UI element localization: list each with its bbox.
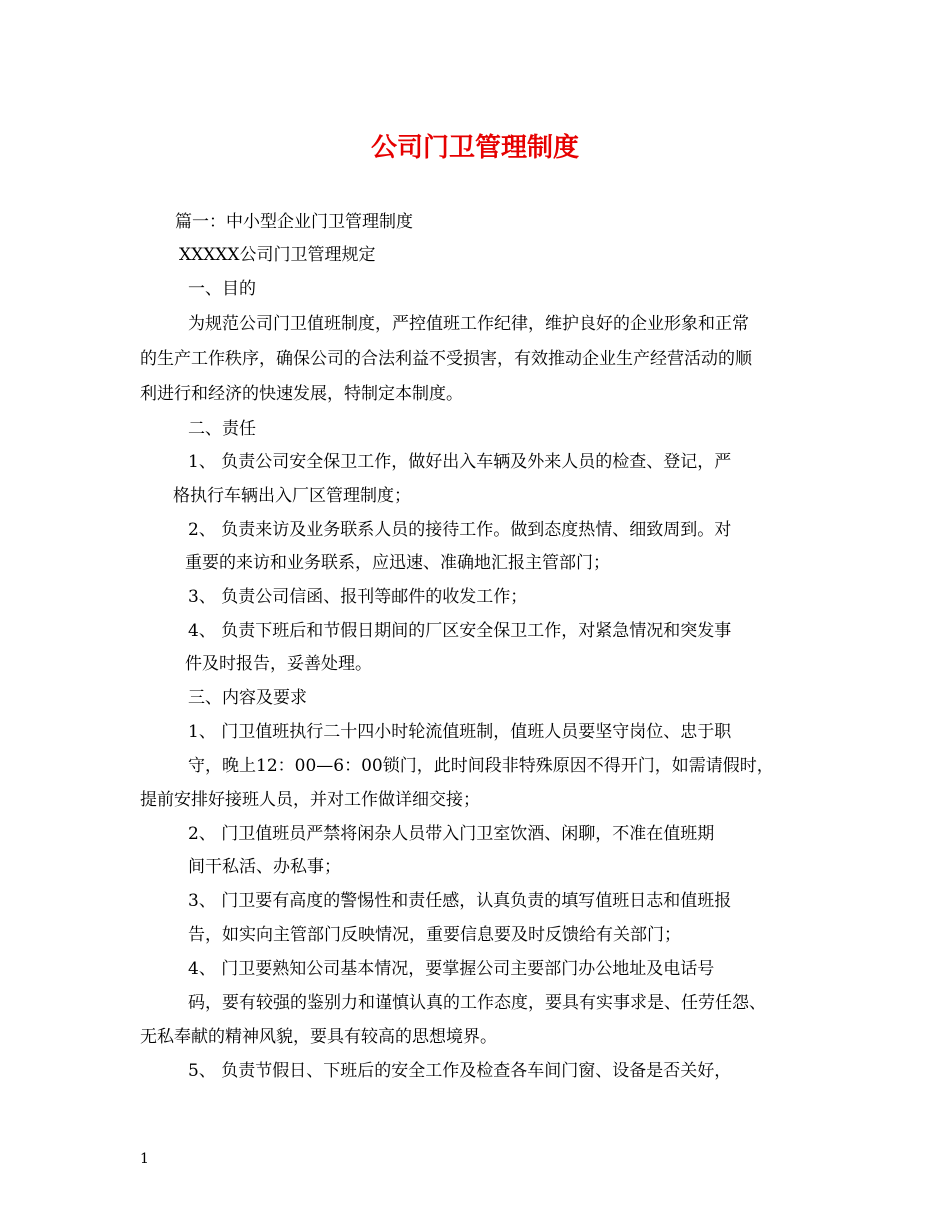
- section-heading-responsibility: 二、责任: [188, 419, 256, 439]
- list-item-continuation: 无私奉献的精神风貌，要具有较高的思想境界。: [140, 1027, 497, 1047]
- list-item: 4、 负责下班后和节假日期间的厂区安全保卫工作，对紧急情况和突发事: [188, 621, 732, 641]
- list-item-continuation: 守，晚上12：00—6：00锁门，此时间段非特殊原因不得开门，如需请假时，: [188, 756, 774, 776]
- list-item: 4、 门卫要熟知公司基本情况，要掌握公司主要部门办公地址及电话号: [188, 959, 715, 979]
- list-item-continuation: 告，如实向主管部门反映情况，重要信息要及时反馈给有关部门；: [188, 925, 681, 945]
- list-item-continuation: 件及时报告，妥善处理。: [185, 654, 372, 674]
- subtitle: XXXXX公司门卫管理规定: [179, 245, 376, 265]
- list-item: 3、 门卫要有高度的警惕性和责任感，认真负责的填写值班日志和值班报: [188, 891, 732, 911]
- paragraph-line: 为规范公司门卫值班制度，严控值班工作纪律，维护良好的企业形象和正常: [188, 314, 749, 334]
- list-item: 2、 门卫值班员严禁将闲杂人员带入门卫室饮酒、闲聊，不准在值班期: [188, 824, 715, 844]
- section-heading-requirements: 三、内容及要求: [188, 688, 307, 708]
- list-item-continuation: 码，要有较强的鉴别力和谨慎认真的工作态度，要具有实事求是、任劳任怨、: [188, 993, 766, 1013]
- page-number: 1: [140, 1151, 149, 1167]
- list-item: 1、 负责公司安全保卫工作，做好出入车辆及外来人员的检查、登记，严: [188, 452, 732, 472]
- list-item: 5、 负责节假日、下班后的安全工作及检查各车间门窗、设备是否关好，: [188, 1061, 732, 1081]
- list-item-continuation: 格执行车辆出入厂区管理制度；: [173, 486, 411, 506]
- list-item: 1、 门卫值班执行二十四小时轮流值班制，值班人员要坚守岗位、忠于职: [188, 722, 732, 742]
- section-heading: 篇一：中小型企业门卫管理制度: [175, 212, 413, 232]
- list-item: 3、 负责公司信函、报刊等邮件的收发工作；: [188, 587, 528, 607]
- list-item-continuation: 提前安排好接班人员，并对工作做详细交接；: [140, 790, 480, 810]
- document-title: 公司门卫管理制度: [370, 133, 579, 163]
- paragraph-line: 利进行和经济的快速发展，特制定本制度。: [140, 384, 463, 404]
- list-item-continuation: 重要的来访和业务联系，应迅速、准确地汇报主管部门；: [185, 553, 610, 573]
- list-item: 2、 负责来访及业务联系人员的接待工作。做到态度热情、细致周到。对: [188, 520, 732, 540]
- list-item-continuation: 间干私活、办私事；: [188, 857, 341, 877]
- paragraph-line: 的生产工作秩序，确保公司的合法利益不受损害，有效推动企业生产经营活动的顺: [140, 349, 752, 369]
- section-heading-purpose: 一、目的: [188, 279, 256, 299]
